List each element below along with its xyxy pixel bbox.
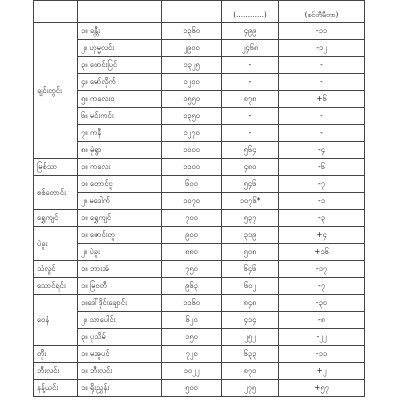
region-cell: မြစ်သာ bbox=[34, 159, 78, 176]
normal-level-cell: ၇၂၀ bbox=[162, 346, 222, 363]
table-row bbox=[34, 193, 365, 210]
actual-level-cell: ၁၀၇၆* bbox=[222, 193, 279, 210]
station-cell: ၁။ ဇောင်းတူ bbox=[78, 227, 162, 244]
actual-level-cell: ၈၇၈ bbox=[222, 91, 279, 108]
region-cell: သံလွင် bbox=[34, 261, 78, 278]
difference-cell: -၁၂ bbox=[279, 40, 365, 57]
header-col4-text: (…………) bbox=[233, 11, 267, 19]
actual-level-cell: - bbox=[222, 74, 279, 91]
station-cell: ၁။ ခန္တီး bbox=[78, 23, 162, 40]
station-cell: ၁။ ကလေး bbox=[78, 159, 162, 176]
actual-level-cell: ၆၀၂ bbox=[222, 278, 279, 295]
station-cell: ၁။ ရွှေကျင် bbox=[78, 210, 162, 227]
actual-level-cell: ၅၃၇ bbox=[222, 210, 279, 227]
actual-level-cell: - bbox=[222, 57, 279, 74]
difference-cell: -၁၁ bbox=[279, 346, 365, 363]
table-row bbox=[34, 244, 365, 261]
table-body bbox=[34, 1, 365, 397]
actual-level-cell: ၃၁၉ bbox=[222, 227, 279, 244]
table-row bbox=[34, 23, 365, 40]
table-row bbox=[34, 380, 365, 397]
normal-level-cell: ၁၂၀၀ bbox=[162, 74, 222, 91]
table-row bbox=[34, 74, 365, 91]
difference-cell: +၆ bbox=[279, 91, 365, 108]
actual-level-cell: ၂၅၂ bbox=[222, 329, 279, 346]
difference-cell: -၇ bbox=[279, 176, 365, 193]
header-col5-text: (စင်တီမီတာ) bbox=[304, 11, 339, 19]
normal-level-cell: ၁၃၆၀ bbox=[162, 23, 222, 40]
table-row bbox=[34, 227, 365, 244]
difference-cell: - bbox=[279, 57, 365, 74]
station-cell: ၁။ ဘားအံ bbox=[78, 261, 162, 278]
difference-cell: +၄ bbox=[279, 227, 365, 244]
station-cell: ၅။ ကလေး၀ bbox=[78, 91, 162, 108]
actual-level-cell: ၆၃၃ bbox=[222, 346, 279, 363]
table-row bbox=[34, 210, 365, 227]
difference-cell: +၅၇ bbox=[279, 380, 365, 397]
station-cell: ၁။ ဘီးလင်း bbox=[78, 363, 162, 380]
normal-level-cell: ၇၅၀ bbox=[162, 261, 222, 278]
difference-cell: -၃ bbox=[279, 210, 365, 227]
station-cell: ၁။ မြဝတီ bbox=[78, 278, 162, 295]
actual-level-cell: ၆၄၆ bbox=[222, 261, 279, 278]
table-row bbox=[34, 142, 365, 159]
actual-level-cell: ၂၇၅ bbox=[222, 380, 279, 397]
normal-level-cell: ၂၉၀၀ bbox=[162, 40, 222, 57]
actual-level-cell: ၅၆၄ bbox=[222, 142, 279, 159]
normal-level-cell: ၁၀၂၂ bbox=[162, 363, 222, 380]
table-row bbox=[34, 261, 365, 278]
normal-level-cell: ၈၈၀ bbox=[162, 244, 222, 261]
actual-level-cell: ၄၉၉ bbox=[222, 23, 279, 40]
table-row bbox=[34, 346, 365, 363]
normal-level-cell: ၁၃၅၀ bbox=[162, 108, 222, 125]
station-cell: ၁။ဒေါ်ဒိုင်းချောင်း bbox=[78, 295, 162, 312]
normal-level-cell: ၁၁၀၀ bbox=[162, 159, 222, 176]
normal-level-cell: ၅၀၀ bbox=[162, 380, 222, 397]
table-row bbox=[34, 91, 365, 108]
table-row bbox=[34, 312, 365, 329]
normal-level-cell: ၇၀၀ bbox=[162, 210, 222, 227]
actual-level-cell: ၄၁၄ bbox=[222, 312, 279, 329]
normal-level-cell: ၆၂၀ bbox=[162, 312, 222, 329]
region-cell: ဝေနံ bbox=[34, 295, 78, 346]
station-cell: ၁။ တောင်ငူ bbox=[78, 176, 162, 193]
station-cell: ၁။ ရိုးညွှန်း bbox=[78, 380, 162, 397]
region-cell: ချင်းတွင်း bbox=[34, 23, 78, 159]
station-cell: ၂။ ဟုမ္မလင်း bbox=[78, 40, 162, 57]
actual-level-cell: ၅၀၈ bbox=[222, 244, 279, 261]
table-row bbox=[34, 278, 365, 295]
region-cell: ဘီးလင်း bbox=[34, 363, 78, 380]
table-row bbox=[34, 295, 365, 312]
actual-level-cell: ၄၈၀ bbox=[222, 159, 279, 176]
difference-cell: -၃၀ bbox=[279, 295, 365, 312]
station-cell: ၂။ မဒေါက် bbox=[78, 193, 162, 210]
table-row bbox=[34, 363, 365, 380]
station-cell: ၇။ ကနီ bbox=[78, 125, 162, 142]
header-cell-region bbox=[34, 1, 78, 23]
difference-cell: -၁၇ bbox=[279, 261, 365, 278]
actual-level-cell: - bbox=[222, 125, 279, 142]
normal-level-cell: ၉၀၀ bbox=[162, 227, 222, 244]
normal-level-cell: ၁၂၇၀ bbox=[162, 125, 222, 142]
region-cell: ရွှေကျင် bbox=[34, 210, 78, 227]
station-cell: ၂။ သာပေါင်း bbox=[78, 312, 162, 329]
table-row bbox=[34, 40, 365, 57]
table-header-row bbox=[34, 1, 365, 23]
region-cell: ပဲခူး bbox=[34, 227, 78, 261]
normal-level-cell: ၁၅၀ bbox=[162, 329, 222, 346]
water-level-table bbox=[33, 0, 365, 397]
station-cell: ၃။ ဖောင်းပြင် bbox=[78, 57, 162, 74]
difference-cell: -၄ bbox=[279, 142, 365, 159]
region-cell: တိုး bbox=[34, 346, 78, 363]
table-row bbox=[34, 57, 365, 74]
station-cell: ၃။ ပုသိမ် bbox=[78, 329, 162, 346]
table-row bbox=[34, 125, 365, 142]
header-cell-normal bbox=[162, 1, 222, 23]
normal-level-cell: ၁၁၆၀ bbox=[162, 295, 222, 312]
station-cell: ၈။ မုံရွာ bbox=[78, 142, 162, 159]
normal-level-cell: ၆၀၀ bbox=[162, 176, 222, 193]
difference-cell: -၂၂ bbox=[279, 329, 365, 346]
actual-level-cell: ၈၇၀ bbox=[222, 363, 279, 380]
difference-cell: - bbox=[279, 125, 365, 142]
table-row bbox=[34, 329, 365, 346]
station-cell: ၄။ မော်လိုက် bbox=[78, 74, 162, 91]
difference-cell: -၈ bbox=[279, 312, 365, 329]
difference-cell: +၂ bbox=[279, 363, 365, 380]
normal-level-cell: ၁၃၂၅ bbox=[162, 57, 222, 74]
region-cell: စစ်တောင်း bbox=[34, 176, 78, 210]
normal-level-cell: ၉၆၃ bbox=[162, 278, 222, 295]
station-cell: ၆။ မင်းကင်း bbox=[78, 108, 162, 125]
normal-level-cell: ၁၀၀၀ bbox=[162, 142, 222, 159]
difference-cell: +၁၆ bbox=[279, 244, 365, 261]
header-cell-station bbox=[78, 1, 162, 23]
region-cell: သောင်ရင်း bbox=[34, 278, 78, 295]
difference-cell: -၇ bbox=[279, 278, 365, 295]
actual-level-cell: ၅၄၆ bbox=[222, 176, 279, 193]
difference-cell: - bbox=[279, 74, 365, 91]
station-cell: ၁။ မအူပင် bbox=[78, 346, 162, 363]
actual-level-cell: ၂၄၆၈ bbox=[222, 40, 279, 57]
difference-cell: - bbox=[279, 108, 365, 125]
table-row bbox=[34, 159, 365, 176]
difference-cell: -၁၁ bbox=[279, 23, 365, 40]
difference-cell: -၆ bbox=[279, 159, 365, 176]
actual-level-cell: - bbox=[222, 108, 279, 125]
difference-cell: -၁ bbox=[279, 193, 365, 210]
station-cell: ၂။ ပဲခူး bbox=[78, 244, 162, 261]
table-row bbox=[34, 108, 365, 125]
normal-level-cell: ၁၅၅၀ bbox=[162, 91, 222, 108]
region-cell: နန့်ယင်း bbox=[34, 380, 78, 397]
header-cell-actual bbox=[222, 1, 279, 23]
actual-level-cell: ၈၄၈ bbox=[222, 295, 279, 312]
header-cell-diff bbox=[279, 1, 365, 23]
normal-level-cell: ၁၀၇၀ bbox=[162, 193, 222, 210]
table-row bbox=[34, 176, 365, 193]
